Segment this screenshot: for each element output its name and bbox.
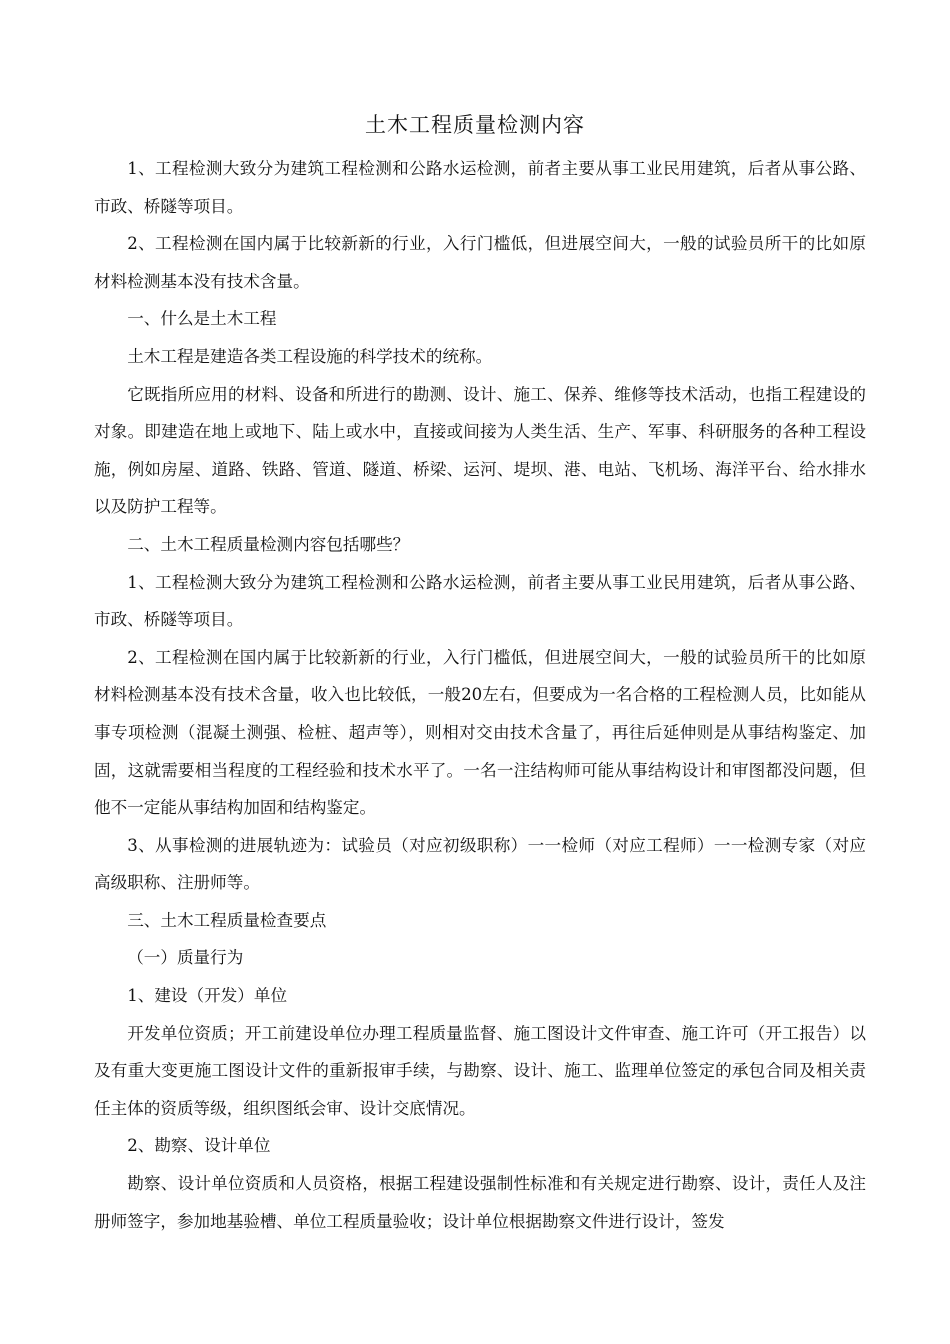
paragraph: 勘察、设计单位资质和人员资格，根据工程建设强制性标准和有关规定进行勘察、设计，责任人及注册师签字，参加地基验槽、单位工程质量验收；设计单位根据勘察文件进行设计，签发 xyxy=(94,1174,866,1231)
paragraph: 1、工程检测大致分为建筑工程检测和公路水运检测，前者主要从事工业民用建筑，后者从事公路、市政、桥隧等项目。 xyxy=(94,159,866,216)
document-body xyxy=(94,150,866,1240)
paragraph: 2、工程检测在国内属于比较新新的行业，入行门槛低，但进展空间大，一般的试验员所干的比如原材料检测基本没有技术含量。 xyxy=(94,234,866,291)
paragraph: 开发单位资质；开工前建设单位办理工程质量监督、施工图设计文件审查、施工许可（开工报告）以及有重大变更施工图设计文件的重新报审手续，与勘察、设计、施工、监理单位签定的承包合同及相关责任主体的资质等级，组织图纸会审、设计交底情况。 xyxy=(94,1023,866,1118)
section-heading: 三、土木工程质量检查要点 xyxy=(127,910,327,930)
subsection-heading: （一）质量行为 xyxy=(127,948,244,968)
paragraph: 3、从事检测的进展轨迹为：试验员（对应初级职称）一一检师（对应工程师）一一检测专家（对应高级职称、注册师等。 xyxy=(94,835,866,893)
paragraph: 它既指所应用的材料、设备和所进行的勘测、设计、施工、保养、维修等技术活动，也指工程建设的对象。即建造在地上或地下、陆上或水中，直接或间接为人类生活、生产、军事、科研服务的各种工程设施，例如房屋、道路、铁路、管道、隧道、桥梁、运河、堤坝、港、电站、飞机场、海洋平台、给水排水以及防护工程等。 xyxy=(94,384,866,517)
paragraph: 1、工程检测大致分为建筑工程检测和公路水运检测，前者主要从事工业民用建筑，后者从事公路、市政、桥隧等项目。 xyxy=(94,572,866,630)
section-heading: 一、什么是土木工程 xyxy=(127,309,277,329)
section-heading: 二、土木工程质量检测内容包括哪些？ xyxy=(127,534,410,554)
item-heading: 1、建设（开发）单位 xyxy=(127,986,288,1006)
item-heading: 2、勘察、设计单位 xyxy=(127,1136,271,1156)
document-title: 土木工程质量检测内容 xyxy=(365,113,585,137)
paragraph: 2、工程检测在国内属于比较新新的行业，入行门槛低，但进展空间大，一般的试验员所干的比如原材料检测基本没有技术含量，收入也比较低，一般20左右，但要成为一名合格的工程检测人员，比如能从事专项检测（混凝土测强、检桩、超声等），则相对交由技术含量了，再往后延伸则是从事结构鉴定、加固，这就需要相当程度的工程经验和技术水平了。一名一注结构师可能从事结构设计和审图都没问题，但他不一定能从事结构加固和结构鉴定。 xyxy=(94,647,866,818)
paragraph: 土木工程是建造各类工程设施的科学技术的统称。 xyxy=(127,346,493,366)
